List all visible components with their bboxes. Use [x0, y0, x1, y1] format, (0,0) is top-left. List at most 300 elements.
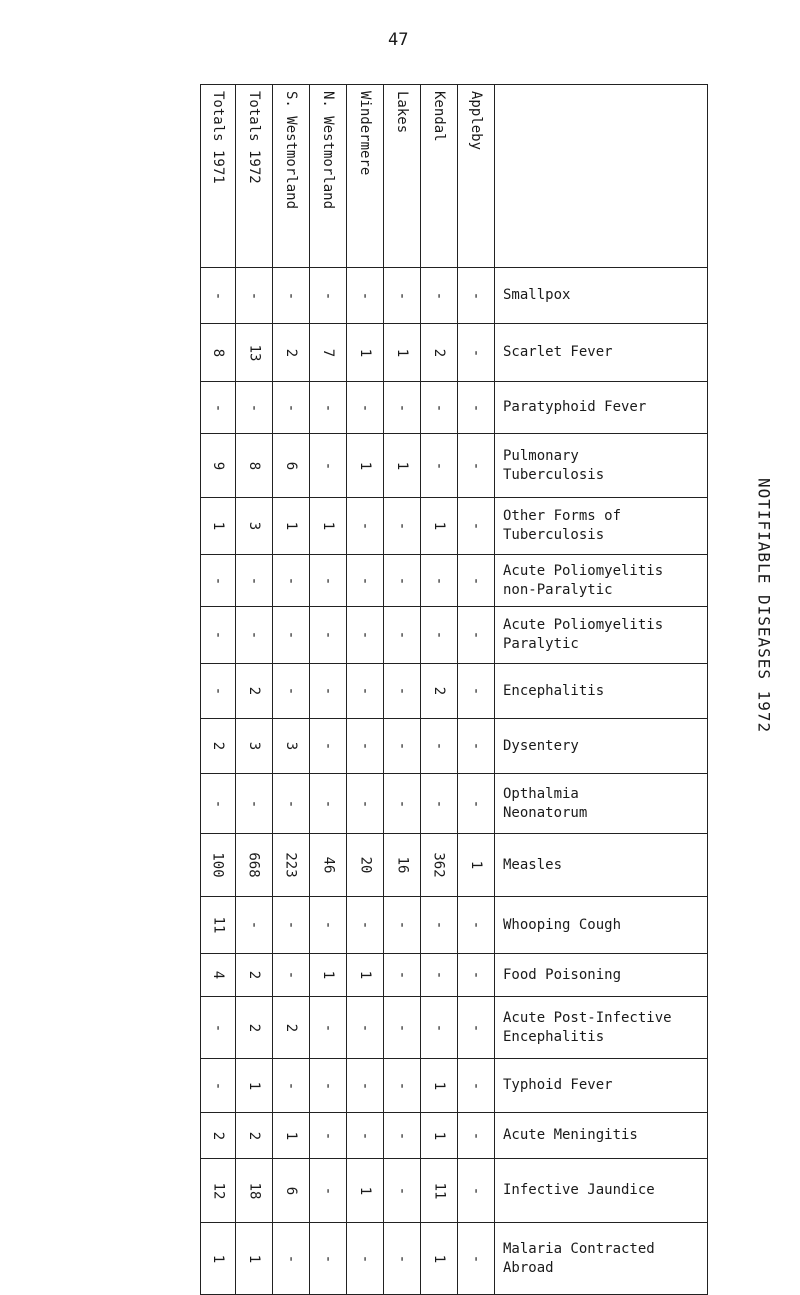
cell-value: -: [431, 403, 447, 412]
cell-value: -: [394, 1131, 410, 1140]
table-cell: [201, 607, 236, 664]
disease-name: Acute Poliomyelitis Paralytic: [495, 607, 708, 664]
cell-value: -: [357, 920, 373, 930]
cell-value: 1: [283, 521, 299, 531]
cell-value: -: [283, 403, 299, 412]
cell-value: -: [394, 1254, 410, 1263]
cell-value: 8: [246, 461, 262, 470]
cell-value: 1: [431, 1131, 447, 1140]
table-cell: [236, 382, 273, 434]
table-cell: [421, 719, 458, 774]
cell-value: 11: [209, 916, 226, 934]
cell-value: -: [210, 686, 226, 696]
cell-value: -: [246, 920, 262, 930]
table-row: [201, 1159, 708, 1223]
cell-value: -: [468, 576, 484, 585]
table-cell: [273, 607, 310, 664]
cell-value: -: [431, 970, 447, 980]
cell-value: -: [357, 291, 373, 300]
cell-value: -: [210, 630, 226, 640]
table-cell: [347, 607, 384, 664]
table-cell: [236, 774, 273, 834]
cell-value: -: [320, 630, 336, 640]
table-cell: [421, 324, 458, 382]
table-cell: [201, 997, 236, 1059]
table-cell: [458, 1113, 495, 1159]
disease-name: Malaria Contracted Abroad: [495, 1223, 708, 1295]
cell-value: -: [283, 576, 299, 585]
table-cell: [273, 382, 310, 434]
table-cell: [201, 434, 236, 498]
table-cell: [201, 268, 236, 324]
cell-value: -: [210, 291, 226, 300]
table-cell: [273, 1223, 310, 1295]
column-header-label: Lakes: [394, 91, 410, 134]
disease-name: Paratyphoid Fever: [495, 382, 708, 434]
cell-value: -: [283, 291, 299, 300]
cell-value: -: [283, 1081, 299, 1090]
cell-value: -: [468, 403, 484, 412]
table-cell: [384, 1159, 421, 1223]
table-cell: [347, 382, 384, 434]
cell-value: 46: [319, 856, 336, 874]
cell-value: -: [357, 521, 373, 531]
table-cell: [347, 897, 384, 954]
cell-value: 2: [431, 686, 447, 696]
table-row: [201, 555, 708, 607]
cell-value: 1: [431, 521, 447, 531]
cell-value: 3: [246, 741, 262, 751]
table-row: [201, 434, 708, 498]
cell-value: -: [320, 799, 336, 808]
cell-value: -: [468, 920, 484, 930]
table-cell: [273, 1159, 310, 1223]
cell-value: 2: [283, 348, 299, 357]
cell-value: 8: [210, 348, 226, 357]
cell-value: -: [431, 291, 447, 300]
cell-value: 1: [431, 1254, 447, 1263]
cell-value: -: [320, 461, 336, 470]
cell-value: -: [357, 686, 373, 696]
table-cell: [201, 555, 236, 607]
cell-value: -: [431, 576, 447, 585]
cell-value: -: [468, 741, 484, 751]
cell-value: -: [468, 348, 484, 357]
table-cell: [384, 1223, 421, 1295]
cell-value: 2: [246, 1131, 262, 1140]
cell-value: 2: [246, 686, 262, 696]
cell-value: 1: [320, 970, 336, 980]
table-cell: [310, 664, 347, 719]
table-cell: [236, 1159, 273, 1223]
table-cell: [384, 954, 421, 997]
table-cell: [236, 268, 273, 324]
table-cell: [421, 1113, 458, 1159]
cell-value: -: [320, 686, 336, 696]
cell-value: 668: [245, 852, 262, 878]
cell-value: 223: [282, 852, 299, 878]
table-cell: [421, 954, 458, 997]
cell-value: -: [210, 1081, 226, 1090]
cell-value: -: [357, 630, 373, 640]
cell-value: 20: [356, 856, 373, 874]
table-cell: [384, 434, 421, 498]
disease-name: Encephalitis: [495, 664, 708, 719]
table-cell: [421, 834, 458, 897]
column-header-label: Totals 1971: [210, 91, 226, 184]
header-corner: [495, 85, 708, 268]
table-cell: [201, 897, 236, 954]
cell-value: -: [468, 1131, 484, 1140]
cell-value: -: [357, 576, 373, 585]
cell-value: 2: [210, 1131, 226, 1140]
table-cell: [273, 834, 310, 897]
table-cell: [310, 834, 347, 897]
disease-name: Smallpox: [495, 268, 708, 324]
table-cell: [384, 1113, 421, 1159]
table-row: [201, 607, 708, 664]
table-cell: [310, 1159, 347, 1223]
table-cell: [201, 1159, 236, 1223]
cell-value: -: [357, 1254, 373, 1263]
cell-value: -: [283, 1254, 299, 1263]
cell-value: 1: [468, 860, 484, 870]
cell-value: -: [468, 291, 484, 300]
cell-value: -: [431, 741, 447, 751]
table-row: [201, 268, 708, 324]
table-cell: [236, 1113, 273, 1159]
cell-value: 3: [283, 741, 299, 751]
cell-value: -: [320, 1023, 336, 1032]
table-cell: [273, 954, 310, 997]
table-cell: [236, 555, 273, 607]
cell-value: -: [394, 686, 410, 696]
cell-value: -: [210, 799, 226, 808]
table-cell: [458, 555, 495, 607]
column-header-label: S. Westmorland: [283, 91, 299, 210]
cell-value: -: [357, 741, 373, 751]
disease-name: Opthalmia Neonatorum: [495, 774, 708, 834]
table-cell: [347, 664, 384, 719]
table-cell: [458, 607, 495, 664]
table-cell: [458, 1159, 495, 1223]
table-cell: [273, 1113, 310, 1159]
table-cell: [310, 555, 347, 607]
table-cell: [384, 834, 421, 897]
cell-value: -: [431, 461, 447, 470]
table-cell: [236, 897, 273, 954]
cell-value: -: [357, 1081, 373, 1090]
table-cell: [347, 774, 384, 834]
table-cell: [201, 954, 236, 997]
cell-value: -: [468, 461, 484, 470]
table-cell: [421, 382, 458, 434]
cell-value: -: [394, 1186, 410, 1195]
table-cell: [421, 434, 458, 498]
table-cell: [201, 382, 236, 434]
table-cell: [347, 1059, 384, 1113]
table-cell: [236, 607, 273, 664]
table-cell: [236, 719, 273, 774]
column-header: [384, 85, 421, 268]
table-cell: [310, 607, 347, 664]
column-header: [236, 85, 273, 268]
table-cell: [310, 954, 347, 997]
column-header-label: Kendal: [431, 91, 447, 142]
table-cell: [347, 954, 384, 997]
table-cell: [421, 664, 458, 719]
cell-value: -: [246, 576, 262, 585]
cell-value: -: [468, 799, 484, 808]
table-cell: [236, 1223, 273, 1295]
column-header: [347, 85, 384, 268]
table-cell: [347, 719, 384, 774]
cell-value: -: [468, 630, 484, 640]
side-title: [754, 456, 774, 756]
cell-value: 2: [246, 1023, 262, 1032]
cell-value: -: [394, 630, 410, 640]
cell-value: 362: [430, 852, 447, 878]
cell-value: -: [357, 1023, 373, 1032]
cell-value: -: [468, 1023, 484, 1032]
cell-value: 16: [393, 856, 410, 874]
table-cell: [384, 607, 421, 664]
cell-value: -: [394, 1023, 410, 1032]
page-number: 47: [388, 30, 409, 50]
table-cell: [458, 1059, 495, 1113]
cell-value: -: [394, 920, 410, 930]
cell-value: -: [320, 403, 336, 412]
table-cell: [310, 897, 347, 954]
table-cell: [347, 324, 384, 382]
cell-value: -: [246, 403, 262, 412]
cell-value: -: [468, 1081, 484, 1090]
table-cell: [421, 555, 458, 607]
table-cell: [201, 719, 236, 774]
table-cell: [236, 954, 273, 997]
cell-value: -: [468, 1254, 484, 1263]
table-cell: [310, 1059, 347, 1113]
table-row: [201, 774, 708, 834]
table-cell: [347, 498, 384, 555]
column-header-label: Appleby: [468, 91, 484, 151]
table-row: [201, 719, 708, 774]
table-cell: [273, 555, 310, 607]
column-header-label: Totals 1972: [246, 91, 262, 184]
table-cell: [310, 774, 347, 834]
cell-value: 6: [283, 1186, 299, 1195]
cell-value: -: [246, 799, 262, 808]
table-cell: [458, 1223, 495, 1295]
table-cell: [201, 1059, 236, 1113]
table-cell: [421, 1159, 458, 1223]
table-cell: [421, 498, 458, 555]
cell-value: -: [394, 576, 410, 585]
table-row: [201, 997, 708, 1059]
table-cell: [201, 1113, 236, 1159]
cell-value: 1: [357, 1186, 373, 1195]
cell-value: -: [320, 1131, 336, 1140]
cell-value: -: [246, 291, 262, 300]
cell-value: -: [468, 970, 484, 980]
table-cell: [273, 774, 310, 834]
table-cell: [421, 607, 458, 664]
table-cell: [236, 834, 273, 897]
table-cell: [347, 434, 384, 498]
table-row: [201, 1113, 708, 1159]
cell-value: -: [210, 403, 226, 412]
table-cell: [421, 1223, 458, 1295]
cell-value: -: [394, 741, 410, 751]
cell-value: -: [283, 799, 299, 808]
cell-value: -: [468, 521, 484, 531]
cell-value: 2: [431, 348, 447, 357]
table-cell: [273, 324, 310, 382]
table-cell: [273, 498, 310, 555]
table-cell: [384, 719, 421, 774]
table-cell: [310, 324, 347, 382]
cell-value: 1: [320, 521, 336, 531]
cell-value: 1: [357, 348, 373, 357]
table-cell: [458, 434, 495, 498]
cell-value: 1: [357, 461, 373, 470]
table-cell: [421, 1059, 458, 1113]
table-cell: [384, 555, 421, 607]
column-header: [310, 85, 347, 268]
cell-value: -: [394, 291, 410, 300]
table-cell: [384, 774, 421, 834]
table-row: [201, 897, 708, 954]
table-cell: [384, 997, 421, 1059]
cell-value: 1: [283, 1131, 299, 1140]
table-cell: [384, 664, 421, 719]
cell-value: 1: [210, 1254, 226, 1263]
cell-value: -: [320, 920, 336, 930]
cell-value: 13: [245, 344, 262, 361]
table-cell: [347, 1159, 384, 1223]
cell-value: -: [283, 970, 299, 980]
table-cell: [310, 498, 347, 555]
table-cell: [201, 1223, 236, 1295]
table-cell: [310, 719, 347, 774]
disease-name: Typhoid Fever: [495, 1059, 708, 1113]
table-cell: [236, 664, 273, 719]
cell-value: 1: [210, 521, 226, 531]
cell-value: -: [320, 741, 336, 751]
disease-name: Measles: [495, 834, 708, 897]
cell-value: 3: [246, 521, 262, 531]
table-cell: [273, 719, 310, 774]
table-cell: [273, 268, 310, 324]
table-cell: [310, 434, 347, 498]
table-cell: [201, 324, 236, 382]
table-cell: [458, 664, 495, 719]
table-cell: [421, 897, 458, 954]
table-cell: [421, 997, 458, 1059]
table-cell: [384, 382, 421, 434]
table-cell: [236, 498, 273, 555]
table-cell: [421, 268, 458, 324]
cell-value: -: [357, 1131, 373, 1140]
table-cell: [273, 664, 310, 719]
table-cell: [310, 1223, 347, 1295]
table-cell: [310, 997, 347, 1059]
table-cell: [347, 268, 384, 324]
column-header-label: N. Westmorland: [320, 91, 336, 210]
cell-value: -: [210, 576, 226, 585]
table-cell: [201, 834, 236, 897]
table-cell: [201, 498, 236, 555]
table-row: [201, 1223, 708, 1295]
cell-value: -: [357, 403, 373, 412]
header-row: [201, 85, 708, 268]
cell-value: -: [394, 403, 410, 412]
cell-value: 12: [209, 1182, 226, 1199]
disease-name: Acute Post-Infective Encephalitis: [495, 997, 708, 1059]
cell-value: 100: [209, 852, 226, 878]
disease-name: Food Poisoning: [495, 954, 708, 997]
notifiable-diseases-table: [200, 84, 708, 1295]
cell-value: 18: [245, 1182, 262, 1199]
table-cell: [273, 434, 310, 498]
table-cell: [458, 774, 495, 834]
cell-value: 2: [210, 741, 226, 751]
disease-name: Scarlet Fever: [495, 324, 708, 382]
disease-name: Dysentery: [495, 719, 708, 774]
cell-value: -: [357, 799, 373, 808]
cell-value: -: [320, 291, 336, 300]
column-header: [273, 85, 310, 268]
cell-value: -: [468, 1186, 484, 1195]
table-cell: [458, 997, 495, 1059]
cell-value: -: [320, 1081, 336, 1090]
table-cell: [273, 897, 310, 954]
table-cell: [310, 382, 347, 434]
table-cell: [347, 834, 384, 897]
table-cell: [458, 324, 495, 382]
cell-value: 7: [320, 348, 336, 357]
table-cell: [384, 268, 421, 324]
cell-value: -: [431, 920, 447, 930]
disease-name: Whooping Cough: [495, 897, 708, 954]
table-cell: [310, 268, 347, 324]
cell-value: 9: [210, 461, 226, 470]
table-cell: [236, 434, 273, 498]
table-cell: [421, 774, 458, 834]
table-cell: [201, 664, 236, 719]
cell-value: -: [283, 630, 299, 640]
cell-value: 1: [431, 1081, 447, 1090]
table-cell: [201, 774, 236, 834]
cell-value: 2: [283, 1023, 299, 1032]
disease-name: Other Forms of Tuberculosis: [495, 498, 708, 555]
table-cell: [458, 719, 495, 774]
table-cell: [384, 1059, 421, 1113]
cell-value: -: [468, 686, 484, 696]
cell-value: 1: [246, 1254, 262, 1263]
column-header: [421, 85, 458, 268]
table-row: [201, 498, 708, 555]
table-cell: [310, 1113, 347, 1159]
cell-value: -: [320, 576, 336, 585]
cell-value: -: [431, 630, 447, 640]
side-title-text: NOTIFIABLE DISEASES 1972: [754, 478, 774, 734]
disease-name: Infective Jaundice: [495, 1159, 708, 1223]
cell-value: -: [394, 799, 410, 808]
cell-value: 1: [246, 1081, 262, 1090]
cell-value: -: [210, 1023, 226, 1032]
table-row: [201, 324, 708, 382]
